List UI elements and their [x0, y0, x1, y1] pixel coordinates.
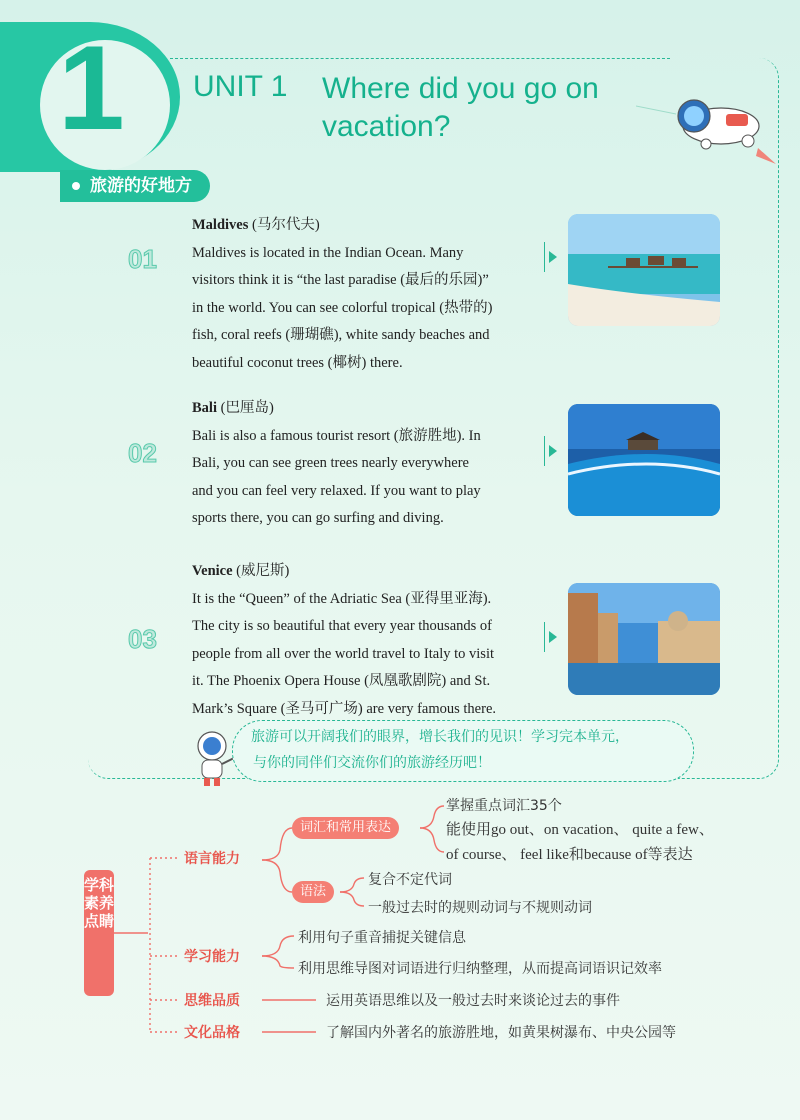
destination-venice — [192, 558, 537, 723]
speech-bubble — [232, 720, 694, 782]
sub-grammar: 语法 — [292, 881, 334, 903]
text-line: it. The Phoenix Opera House (凤凰歌剧院) and St. — [192, 673, 491, 689]
branch-learning: 学习能力 — [184, 949, 240, 965]
sub-vocab: 词汇和常用表达 — [292, 817, 399, 839]
unit-title: Where did you go on vacation? — [322, 72, 599, 143]
destination-name: Maldives — [192, 217, 249, 233]
unit-number: 1 — [58, 21, 125, 155]
arrow-icon — [544, 436, 561, 466]
branch-thinking: 思维品质 — [184, 993, 240, 1009]
destination-name: Bali — [192, 400, 217, 416]
leaf-text: 掌握重点词汇35个 — [446, 798, 562, 814]
text-line: Mark’s Square (圣马可广场) are very famous there. — [192, 700, 497, 717]
venice-photo — [568, 583, 720, 695]
text-line: people from all over the world travel to Italy to visit — [192, 645, 495, 662]
arrow-icon — [544, 242, 561, 272]
destination-maldives — [192, 212, 537, 377]
leaf-text: 一般过去时的规则动词与不规则动词 — [368, 900, 592, 916]
text-line: Maldives is located in the Indian Ocean. Many — [192, 244, 464, 261]
bali-photo — [568, 404, 720, 516]
destination-bali — [192, 395, 537, 533]
destination-heading — [192, 395, 537, 423]
arrow-icon — [544, 622, 561, 652]
maldives-photo — [568, 214, 720, 326]
text-line: and you can feel very relaxed. If you want to play — [192, 482, 481, 499]
leaf-text: 利用思维导图对词语进行归纳整理，从而提高词语识记效率 — [298, 961, 662, 977]
leaf-text: 复合不定代词 — [368, 872, 452, 888]
text-line: sports there, you can go surfing and diving. — [192, 510, 444, 526]
section-title-text: 旅游的好地方 — [90, 176, 192, 196]
destination-heading — [192, 558, 537, 586]
destination-number: 02 — [128, 438, 157, 468]
destination-name-cn: (马尔代夫) — [252, 217, 320, 233]
leaf-text: 运用英语思维以及一般过去时来谈论过去的事件 — [326, 993, 620, 1009]
mindmap-root: 学科素养点睛 — [84, 870, 114, 996]
bubble-line: 旅游可以开阔我们的眼界，增长我们的见识！学习完本单元， — [251, 729, 629, 745]
text-line: fish, coral reefs (珊瑚礁), white sandy beaches and — [192, 327, 490, 343]
text-line: Bali is also a famous tourist resort (旅游胜地). In — [192, 427, 481, 444]
text-line: It is the “Queen” of the Adriatic Sea (亚得里亚海). — [192, 590, 492, 607]
section-title — [60, 170, 210, 202]
text-line: Bali, you can see green trees nearly everywhere — [192, 455, 469, 471]
destination-number: 01 — [128, 244, 157, 274]
text-line: The city is so beautiful that every year thousands of — [192, 618, 492, 634]
destination-name-cn: (威尼斯) — [236, 563, 290, 579]
destination-name: Venice — [192, 563, 233, 579]
bubble-line: 与你的同伴们交流你们的旅游经历吧！ — [253, 755, 491, 771]
bullet-dot — [72, 182, 80, 190]
leaf-text: 利用句子重音捕捉关键信息 — [298, 930, 466, 946]
text-line: in the world. You can see colorful tropical (热带的) — [192, 299, 493, 316]
destination-name-cn: (巴厘岛) — [220, 400, 274, 416]
destination-number: 03 — [128, 624, 157, 654]
leaf-text: 了解国内外著名的旅游胜地，如黄果树瀑布、中央公园等 — [326, 1025, 676, 1041]
leaf-text: of course、 feel like和because of等表达 — [446, 847, 693, 863]
unit-label: UNIT 1 — [193, 70, 288, 103]
text-line: beautiful coconut trees (椰树) there. — [192, 354, 403, 371]
text-line: visitors think it is “the last paradise (最后的乐园)” — [192, 272, 489, 288]
astronaut-illustration — [636, 86, 776, 166]
leaf-text: 能使用go out、on vacation、 quite a few、 — [446, 822, 714, 838]
branch-language: 语言能力 — [184, 851, 240, 867]
destination-heading — [192, 212, 537, 240]
branch-culture: 文化品格 — [184, 1025, 240, 1041]
